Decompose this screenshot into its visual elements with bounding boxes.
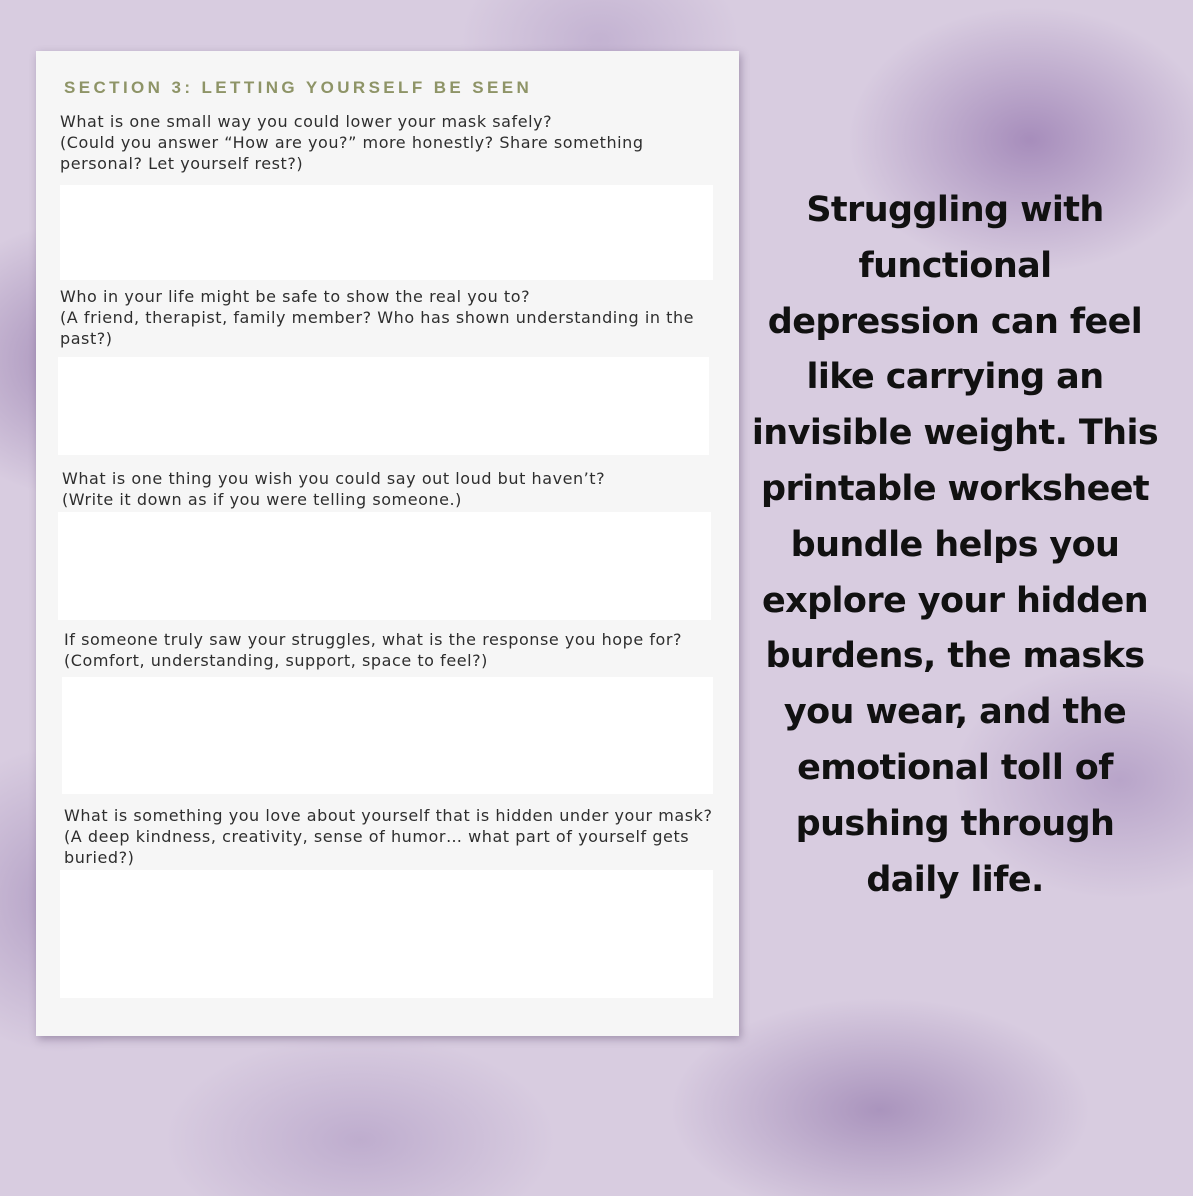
question-4-answer-box — [62, 677, 713, 794]
question-4-prompt: If someone truly saw your struggles, what is the response you hope for? (Comfort, understanding, support, space to feel?) — [64, 630, 683, 670]
question-5-answer-box — [60, 870, 713, 998]
question-1-prompt: What is one small way you could lower your mask safely? (Could you answer “How are you?” more honestly? Share something personal? Let yourself rest?) — [60, 112, 644, 173]
question-5-prompt: What is something you love about yourself that is hidden under your mask? (A deep kindness, creativity, sense of humor… what part of yourself gets buried?) — [64, 806, 713, 867]
question-3-prompt: What is one thing you wish you could say out loud but haven’t? (Write it down as if you were telling someone.) — [62, 469, 606, 509]
question-2-answer-box — [58, 357, 709, 455]
promo-caption: Struggling with functional depression can feel like carrying an invisible weight. This printable worksheet bundle helps you explore your hidden burdens, the masks you wear, and the emotional toll of pushing through daily life. — [751, 190, 1159, 900]
question-2-prompt: Who in your life might be safe to show the real you to? (A friend, therapist, family member? Who has shown understanding in the past?) — [60, 287, 695, 348]
question-1-answer-box — [60, 185, 713, 280]
question-3-answer-box — [58, 512, 711, 620]
worksheet-page — [36, 51, 739, 1036]
section-title: SECTION 3: LETTING YOURSELF BE SEEN — [64, 78, 533, 97]
